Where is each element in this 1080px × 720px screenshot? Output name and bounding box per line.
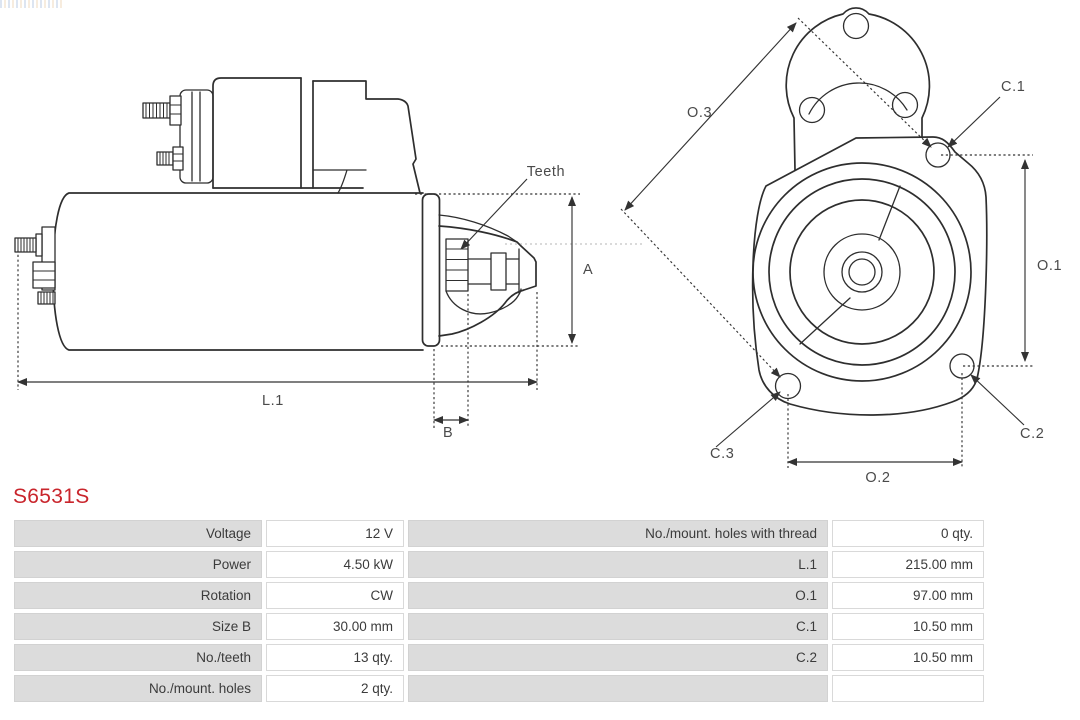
spec-label: C.1 bbox=[408, 613, 828, 640]
dimension-label-a: A bbox=[583, 262, 594, 278]
spec-value: 0 qty. bbox=[832, 520, 984, 547]
dimension-label-b: B bbox=[443, 425, 454, 441]
starter-front-view bbox=[753, 8, 987, 415]
spec-value: CW bbox=[266, 582, 404, 609]
dimension-label-c2: C.2 bbox=[1020, 426, 1045, 442]
spec-label bbox=[408, 675, 828, 702]
front-view-dimensions bbox=[621, 18, 1062, 485]
spec-label: Rotation bbox=[14, 582, 262, 609]
spec-label: Voltage bbox=[14, 520, 262, 547]
table-row bbox=[14, 644, 984, 671]
dimension-label-c3: C.3 bbox=[710, 446, 735, 462]
spec-value: 2 qty. bbox=[266, 675, 404, 702]
spec-value: 10.50 mm bbox=[832, 613, 984, 640]
spec-label: Power bbox=[14, 551, 262, 578]
spec-value: 4.50 kW bbox=[266, 551, 404, 578]
spec-value: 30.00 mm bbox=[266, 613, 404, 640]
table-row bbox=[14, 551, 984, 578]
spec-label: L.1 bbox=[408, 551, 828, 578]
starter-side-view bbox=[15, 78, 536, 350]
spec-value: 97.00 mm bbox=[832, 582, 984, 609]
spec-label: C.2 bbox=[408, 644, 828, 671]
spec-value: 215.00 mm bbox=[832, 551, 984, 578]
spec-value: 10.50 mm bbox=[832, 644, 984, 671]
table-row bbox=[14, 675, 984, 702]
spec-label: No./teeth bbox=[14, 644, 262, 671]
table-row bbox=[14, 582, 984, 609]
dimension-label-o3: O.3 bbox=[687, 105, 713, 121]
dimension-label-c1: C.1 bbox=[1001, 79, 1026, 95]
spec-label: Size B bbox=[14, 613, 262, 640]
table-row bbox=[14, 520, 984, 547]
dimension-label-l1: L.1 bbox=[262, 393, 284, 409]
spec-value: 12 V bbox=[266, 520, 404, 547]
side-view-dimensions bbox=[18, 164, 645, 441]
spec-label: No./mount. holes with thread bbox=[408, 520, 828, 547]
part-number: S6531S bbox=[13, 485, 90, 508]
dimension-label-o1: O.1 bbox=[1037, 258, 1063, 274]
spec-label: O.1 bbox=[408, 582, 828, 609]
spec-value: 13 qty. bbox=[266, 644, 404, 671]
dimension-label-o2: O.2 bbox=[865, 470, 891, 485]
spec-table bbox=[10, 516, 988, 706]
table-row bbox=[14, 613, 984, 640]
teeth-label: Teeth bbox=[526, 164, 566, 180]
spec-label: No./mount. holes bbox=[14, 675, 262, 702]
spec-value bbox=[832, 675, 984, 702]
